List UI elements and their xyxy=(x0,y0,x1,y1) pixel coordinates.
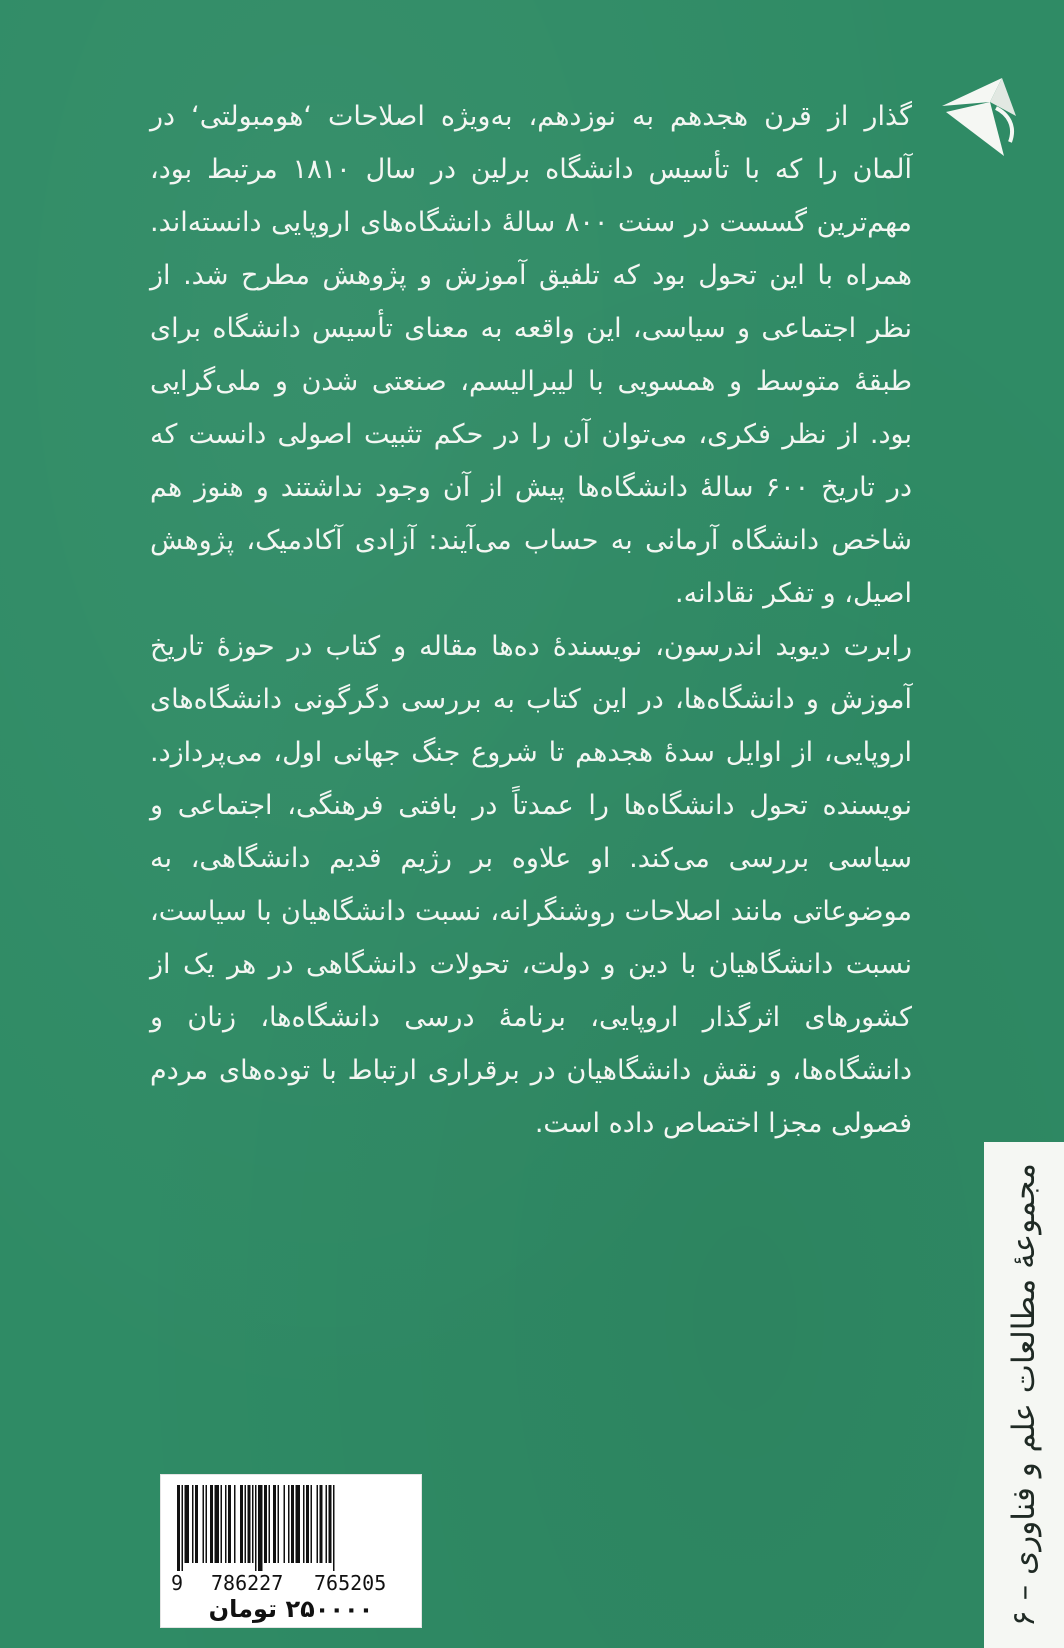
barcode-bar xyxy=(329,1485,332,1563)
barcode-bar xyxy=(326,1485,328,1563)
barcode-bar xyxy=(273,1485,276,1563)
barcode-bar xyxy=(185,1485,190,1563)
isbn-group-2: 765205 xyxy=(314,1571,387,1595)
barcode-bar xyxy=(210,1485,213,1563)
barcode-bar xyxy=(248,1485,251,1563)
isbn-lead-digit: 9 xyxy=(171,1571,184,1595)
barcode-bar xyxy=(215,1485,220,1563)
barcode-bar xyxy=(333,1485,335,1571)
barcode-bar xyxy=(245,1485,247,1563)
barcode-bar xyxy=(177,1485,180,1571)
barcode-bar xyxy=(234,1485,236,1563)
barcode-bar xyxy=(317,1485,319,1563)
barcode-bar xyxy=(258,1485,263,1571)
barcode-bar xyxy=(221,1485,223,1563)
barcode-icon xyxy=(173,1485,405,1571)
barcode-bar xyxy=(252,1485,254,1563)
barcode-bar xyxy=(195,1485,198,1563)
barcode-bar xyxy=(182,1485,184,1571)
barcode-bar xyxy=(255,1485,257,1571)
blurb-paragraph-2: رابرت دیوید اندرسون، نویسندهٔ ده‌ها مقاله و کتاب در حوزهٔ تاریخ آموزش و دانشگاه‌ها، در این کتاب به بررسی دگرگونی دانشگاه‌های اروپایی، از اوایل سدهٔ هجدهم تا شروع جنگ جهانی اول، می‌پردازد. نویسنده تحول دانشگاه‌ها را عمدتاً در بافتی فرهنگی، اجتماعی و سیاسی بررسی می‌کند. او علاوه بر رژیم قدیم دانشگاهی، به موضوعاتی مانند اصلاحات روشنگرانه، نسبت دانشگاهیان با سیاست، نسبت دانشگاهیان با دین و دولت، تحولات دانشگاهی در هر یک از کشورهای اثرگذار اروپایی، برنامهٔ درسی دانشگاه‌ها، زنان و دانشگاه‌ها، و نقش دانشگاهیان در برقراری ارتباط با توده‌های مردم فصولی مجزا اختصاص داده است. xyxy=(150,631,912,1139)
barcode-bar xyxy=(203,1485,205,1563)
barcode-box xyxy=(160,1474,422,1628)
barcode-bar xyxy=(288,1485,290,1563)
barcode-bar xyxy=(264,1485,267,1563)
barcode-bar xyxy=(311,1485,313,1563)
publisher-logo-icon xyxy=(938,72,1038,162)
barcode-bar xyxy=(269,1485,271,1563)
barcode-bar xyxy=(192,1485,194,1563)
barcode-bar xyxy=(240,1485,243,1563)
isbn-digits xyxy=(169,1571,413,1595)
barcode-bar xyxy=(320,1485,323,1563)
barcode-bar xyxy=(228,1485,231,1563)
blurb xyxy=(150,90,912,1150)
blurb-paragraph-1: گذار از قرن هجدهم به نوزدهم، به‌ویژه اصلاحات ‘هومبولتی‘ در آلمان را که با تأسیس دانشگاه برلین در سال ۱۸۱۰ مرتبط بود، مهم‌ترین گسست در سنت ۸۰۰ سالهٔ دانشگاه‌های اروپایی دانسته‌اند. همراه با این تحول بود که تلفیق آموزش و پژوهش مطرح شد. از نظر اجتماعی و سیاسی، این واقعه به معنای تأسیس دانشگاه برای طبقهٔ متوسط و همسویی با لیبرالیسم، صنعتی شدن و ملی‌گرایی بود. از نظر فکری، می‌توان آن را در حکم تثبیت اصولی دانست که در تاریخ ۶۰۰ سالهٔ دانشگاه‌ها پیش از آن وجود نداشتند و هنوز هم شاخص دانشگاه آرمانی به حساب می‌آیند: آزادی آکادمیک، پژوهش اصیل، و تفکر نقادانه. xyxy=(150,101,912,609)
barcode-bar xyxy=(296,1485,301,1563)
isbn-group-1: 786227 xyxy=(211,1571,284,1595)
series-title: مجموعهٔ مطالعات علم و فناوری – ۶ xyxy=(1006,1163,1042,1627)
barcode-bar xyxy=(225,1485,227,1563)
barcode-bar xyxy=(206,1485,208,1563)
barcode-bar xyxy=(291,1485,294,1563)
barcode-bar xyxy=(278,1485,280,1563)
barcode-bar xyxy=(306,1485,309,1563)
price-label: ۲۵۰۰۰۰ تومان xyxy=(208,1595,374,1623)
barcode-bar xyxy=(303,1485,305,1563)
barcode-bar xyxy=(284,1485,286,1563)
